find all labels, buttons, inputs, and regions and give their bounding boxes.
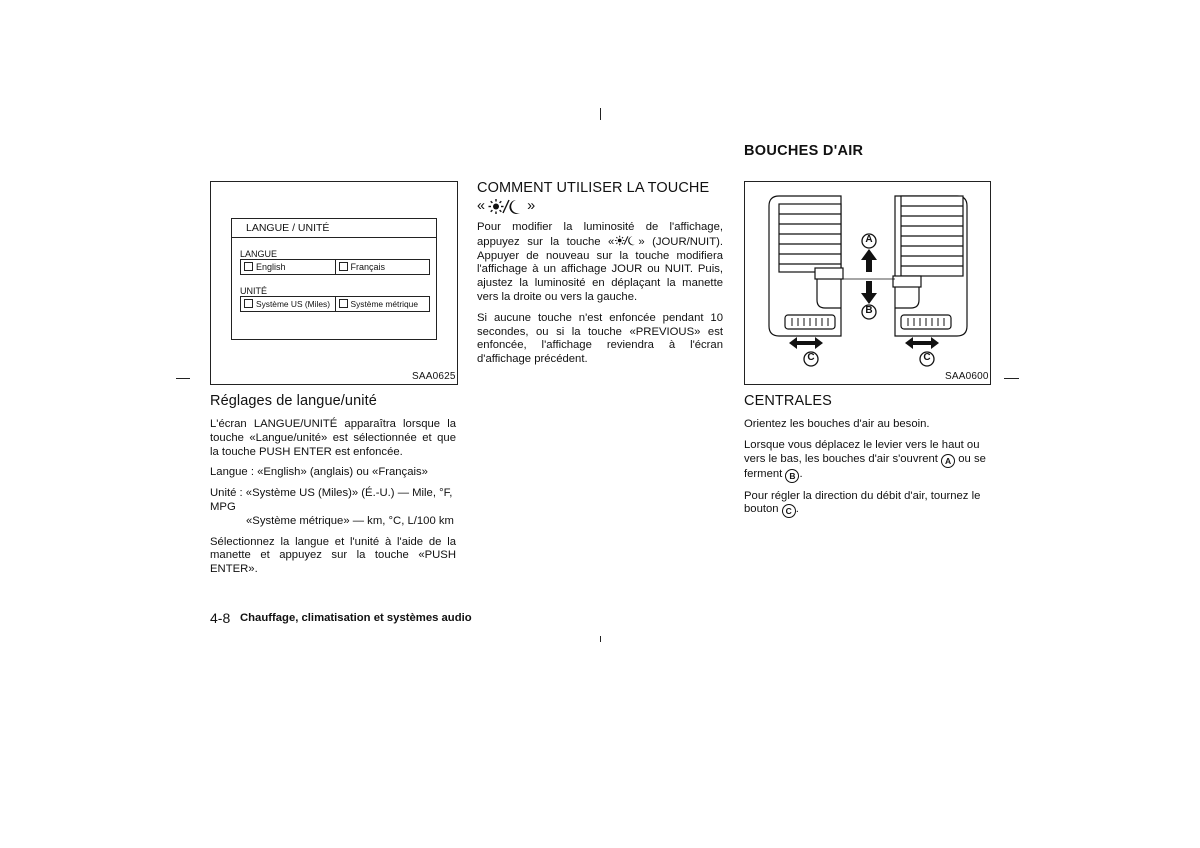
air-vents-illustration <box>745 182 990 384</box>
air-vents-heading: BOUCHES D'AIR <box>744 143 864 159</box>
up-arrow-icon <box>861 249 877 272</box>
heading-line-2: « » <box>477 198 536 214</box>
label-a: A <box>865 234 873 245</box>
right-column-text <box>744 418 990 525</box>
paragraph: Langue : «English» (anglais) ou «Français» <box>210 466 428 479</box>
centrales-heading: CENTRALES <box>744 393 832 409</box>
checkbox-icon <box>244 299 253 308</box>
label-a-icon: A <box>941 454 955 468</box>
unite-label: UNITÉ <box>240 286 267 296</box>
paragraph: Pour régler la direction du débit d'air, tournez le bouton C . <box>744 489 981 517</box>
day-night-heading: COMMENT UTILISER LA TOUCHE « » <box>477 180 710 214</box>
left-right-arrow-icon <box>789 337 939 349</box>
label-c-right: C <box>923 352 931 363</box>
langue-options <box>240 259 430 275</box>
screen-title: LANGUE / UNITÉ <box>232 219 436 238</box>
paragraph: Pour modifier la luminosité de l'affichage, appuyez sur la touche « » (JOUR/NUIT). Appuyer de nouveau sur la touche modifiera l'affichage à un affichage JOUR ou NUIT. Puis, ajustez la luminosité en déplaçant la manette vers la droite ou vers la gauche. <box>477 221 723 303</box>
language-unit-heading: Réglages de langue/unité <box>210 393 377 409</box>
label-b: B <box>865 305 873 316</box>
language-unit-screen <box>231 218 437 340</box>
figure-code-left: SAA0625 <box>412 371 456 382</box>
middle-column-text <box>477 221 723 374</box>
chapter-title: Chauffage, climatisation et systèmes audio <box>240 612 472 624</box>
paragraph: Lorsque vous déplacez le levier vers le haut ou vers le bas, les bouches d'air s'ouvrent A ou se ferment B . <box>744 438 986 481</box>
crop-mark-right <box>1004 378 1019 379</box>
paragraph: L'écran LANGUE/UNITÉ apparaîtra lorsque la touche «Langue/unité» est sélectionnée et que la touche PUSH ENTER est enfoncée. <box>210 418 456 458</box>
day-night-icon <box>487 198 525 215</box>
langue-label: LANGUE <box>240 249 278 259</box>
crop-mark-top <box>600 108 601 120</box>
page-number: 4-8 <box>210 610 231 626</box>
crop-mark-bottom <box>600 636 601 642</box>
left-column-text <box>210 418 456 584</box>
paragraph: «Système métrique» — km, °C, L/100 km <box>246 514 454 527</box>
label-b-icon: B <box>785 469 799 483</box>
down-arrow-icon <box>861 281 877 304</box>
unite-options <box>240 296 430 312</box>
paragraph: Unité : «Système US (Miles)» (É.-U.) — Mile, °F, MPG <box>210 487 453 513</box>
paragraph: Orientez les bouches d'air au besoin. <box>744 418 930 430</box>
option-us-miles[interactable]: Système US (Miles) <box>241 297 335 311</box>
paragraph: Si aucune touche n'est enfoncée pendant 10 secondes, ou si la touche «PREVIOUS» est enfoncée, l'affichage reviendra à l'écran d'affichage précédent. <box>477 311 723 366</box>
label-c-icon: C <box>782 504 796 518</box>
option-metrique[interactable]: Système métrique <box>335 297 430 311</box>
crop-mark-left <box>176 378 190 379</box>
figure-code-right: SAA0600 <box>945 371 989 382</box>
checkbox-icon <box>339 299 348 308</box>
left-vent <box>769 196 843 336</box>
option-english[interactable]: English <box>241 260 335 274</box>
checkbox-icon <box>244 262 253 271</box>
checkbox-icon <box>339 262 348 271</box>
paragraph: Sélectionnez la langue et l'unité à l'aide de la manette et appuyez sur la touche «PUSH ENTER». <box>210 535 456 576</box>
label-c-left: C <box>807 352 815 363</box>
air-vents-figure <box>744 181 991 385</box>
day-night-icon <box>614 235 638 246</box>
right-vent <box>893 196 967 336</box>
option-francais[interactable]: Français <box>335 260 430 274</box>
